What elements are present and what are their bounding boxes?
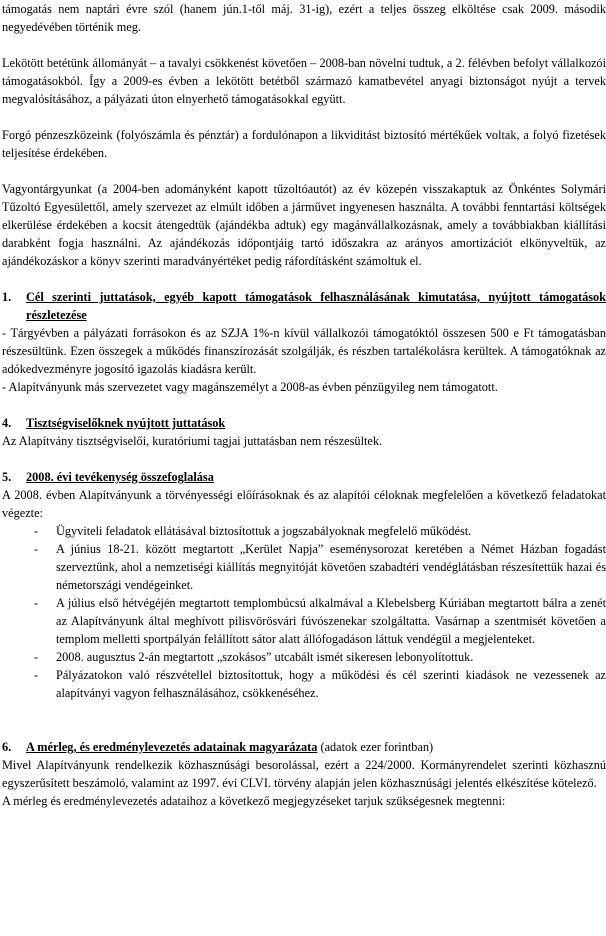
list-dash: - <box>34 542 39 556</box>
section-1-heading <box>2 288 606 324</box>
paragraph-grant-period: támogatás nem naptári évre szól (hanem jún.1-től máj. 31-ig), ezért a teljes összeg elköltése csak 2009. második negyedévében történik meg. <box>2 2 606 34</box>
list-item <box>2 666 606 702</box>
list-item-text: Ügyviteli feladatok ellátásával biztosítottuk a jogszabályoknak megfelelő működést. <box>56 524 472 538</box>
list-item-text: Pályázatokon való részvétellel biztosítottuk, hogy a működési és cél szerinti kiadások ne vezessenek az alapítványi vagyon felhasználásához, csökkenéséhez. <box>56 668 606 700</box>
list-item-text: A június 18-21. között megtartott „Kerület Napja” eseménysorozat keretében a Német Házban fogadást szerveztünk, ahol a nemzetiségi kiállítás megnyitóját követően szabadtéri vendéglátásban részesítettük hazai és németországi vendégeinket. <box>56 542 606 592</box>
section-5-heading <box>2 468 606 486</box>
list-dash: - <box>34 650 39 664</box>
list-item-text: 2008. augusztus 2-án megtartott „szokásos” utcabált ismét sikeresen lebonyolítottuk. <box>56 650 474 664</box>
paragraph-liquidity: Forgó pénzeszközeink (folyószámla és pénztár) a fordulónapon a likviditást biztosító mértékűek voltak, a folyó fizetések teljesítése érdekében. <box>2 128 606 160</box>
section-4-title: Tisztségviselőknek nyújtott juttatások <box>26 416 226 430</box>
section-1-line-2: - Alapítványunk más szervezetet vagy magánszemélyt a 2008-as évben pénzügyileg nem támogatott. <box>2 380 498 394</box>
section-4-heading <box>2 414 606 432</box>
list-item <box>2 522 606 540</box>
section-1-title: Cél szerinti juttatások, egyéb kapott támogatások felhasználásának kimutatása, nyújtott támogatások részletezése <box>26 290 606 322</box>
section-5-title: 2008. évi tevékenység összefoglalása <box>26 470 214 484</box>
list-item <box>2 594 606 648</box>
list-item-text: A július első hétvégéjén megtartott templombúcsú alkalmával a Klebelsberg Kúriában megtartott bálra a zenét az Alapítványunk által meghívott pilisvörösvári fúvószenekar szolgáltatta. Vasárnap a szentmisét követően a templom melletti sportpályán felállított sátor alatt állófogadáson láttuk vendégül a megjelenteket. <box>56 596 606 646</box>
section-4-body: Az Alapítvány tisztségviselői, kuratóriumi tagjai juttatásban nem részesültek. <box>2 434 383 448</box>
list-dash: - <box>34 668 39 682</box>
section-5-list <box>2 522 606 702</box>
paragraph-deposit: Lekötött betétünk állományát – a tavalyi csökkenést követően – 2008-ban növelni tudtuk, a 2. félévben befolyt vállalkozói támogatásokból. Így a 2009-es évben a lekötött betétből származó kamatbevétel anyagi biztonságot nyújt a tervek megvalósításához, a pályázati úton elnyerhető támogatásokkal együtt. <box>2 56 606 106</box>
list-item <box>2 648 606 666</box>
section-6-body-2: A mérleg és eredménylevezetés adataihoz a következő megjegyzéseket tarjuk szükségesnek megtenni: <box>2 794 506 808</box>
section-5-intro: A 2008. évben Alapítványunk a törvényességi előírásoknak és az alapítói céloknak megfelelően a következő feladatokat végezte: <box>2 488 606 520</box>
list-dash: - <box>34 524 39 538</box>
section-6-title-suffix: (adatok ezer forintban) <box>317 740 434 754</box>
paragraph-fire-truck: Vagyontárgyunkat (a 2004-ben adományként kapott tűzoltóautót) az év közepén visszakaptuk az Önkéntes Solymári Tűzoltó Egyesülettől, amely szervezet az elmúlt időben a járművet ingyenesen használta. A további fenntartási költségek elkerülése érdekében a kocsit átengedtük (ajándékba adtuk) egy magánvállalkozásnak, amely a továbbiakban kiállítási darabként fogja használni. Az ajándékozás időpontjáig tartó időszakra az arányos amortizációt elkönyveltük, az ajándékozáskor a könyv szerinti maradványértéket pedig ráfordításként számoltuk el. <box>2 182 606 268</box>
section-1-number: 1. <box>2 290 12 304</box>
list-item <box>2 540 606 594</box>
section-6-body-1: Mivel Alapítványunk rendelkezik közhasznúsági besorolással, ezért a 224/2000. Kormányrendelet szerinti közhasznú egyszerűsített beszámoló, valamint az 1997. évi CLVI. törvény alapján jelen közhasznúsági jelentés elkészítése kötelező. <box>2 758 606 790</box>
section-6-heading <box>2 738 606 756</box>
blank-space <box>2 702 606 738</box>
section-1-line-1: - Tárgyévben a pályázati forrásokon és az SZJA 1%-n kívül vállalkozói támogatóktól összesen 500 e Ft támogatásban részesültünk. Ezen összegek a működés finanszírozását szolgálják, és részben tartalékolásra kerültek. A támogatóknak az adókedvezményre jogosító igazolás kiadásra került. <box>2 326 606 376</box>
section-6-number: 6. <box>2 740 12 754</box>
section-5-number: 5. <box>2 470 12 484</box>
list-dash: - <box>34 596 39 610</box>
section-6-title: A mérleg, és eredménylevezetés adatainak magyarázata <box>26 740 318 754</box>
section-4-number: 4. <box>2 416 12 430</box>
